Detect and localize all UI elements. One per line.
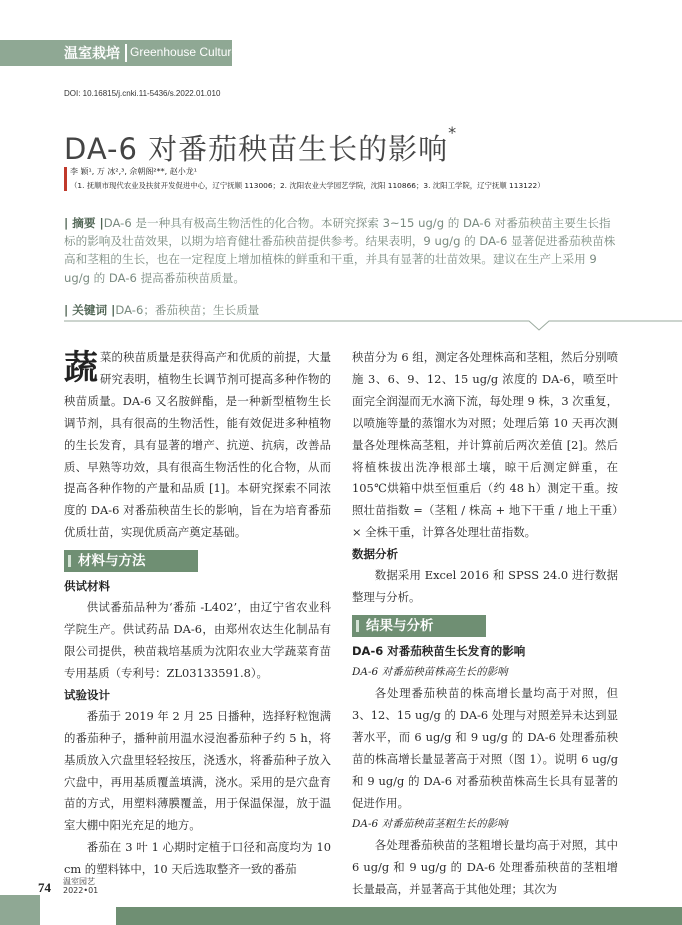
intro-paragraph: 蔬菜的秧苗质量是获得高产和优质的前提，大量研究表明，植物生长调节剂可提高多种作物的秧苗质量。DA-6 又名胺鲜酯，是一种新型植物生长调节剂，具有很高的生物活性，能有效促进多种植物的生长发育，具有显著的增产、抗逆、抗病，改善品质、早熟等功效，具有很高生物活性的化合物，从而提高各种作物的产量和品质 [1]。本研究探索不同浓度的 DA-6 对番茄秧苗生长的影响，旨在为培育番茄优质壮苗，实现优质高产奠定基础。 bbox=[64, 348, 331, 540]
journal-name: 温室园艺 2022•01 bbox=[63, 877, 99, 895]
section-heading-methods: 材料与方法 bbox=[64, 550, 198, 572]
right-column bbox=[352, 347, 618, 901]
stem-diameter-paragraph: 各处理番茄秧苗的茎粗增长量均高于对照，其中 6 ug/g 和 9 ug/g 的 DA-6 处理番茄秧苗的茎粗增长量最高，并显著高于其他处理；其次为 bbox=[352, 838, 618, 897]
title-footnote-mark: * bbox=[448, 123, 458, 142]
keywords-divider bbox=[64, 318, 682, 334]
article-title: DA-6 对番茄秧苗生长的影响* bbox=[64, 123, 458, 166]
design-paragraph: 番茄于 2019 年 2 月 25 日播种，选择籽粒饱满的番茄种子，播种前用温水浸泡番茄种子约 5 h，将基质放入穴盘里轻轻按压，浇透水，将番茄种子放入穴盘中，再用基质覆盖填满，浇水。采用的是穴盘育苗的方式，用塑料薄膜覆盖，用于保温保湿，放于温室大棚中阳光充足的地方。 bbox=[64, 708, 331, 833]
plant-height-paragraph: 各处理番茄秧苗的株高增长量均高于对照，但 3、12、15 ug/g 的 DA-6 处理与对照差异未达到显著水平，而 6 ug/g 和 9 ug/g 的 DA-6 处理番茄秧苗的株高增长量显著高于对照（图 1）。说明 6 ug/g 和 9 ug/g 的 DA-6 对番茄秧苗株高生长具有显著的促进作用。 bbox=[352, 685, 618, 810]
section-title-zh: 温室栽培 bbox=[64, 46, 120, 62]
footer-band-right bbox=[116, 907, 682, 925]
keywords-label: | 关键词 | bbox=[64, 303, 116, 317]
abstract-label: | 摘要 | bbox=[64, 216, 104, 230]
subheading-plant-height: DA-6 对番茄秧苗株高生长的影响 bbox=[352, 665, 508, 678]
subheading-data-analysis: 数据分析 bbox=[352, 547, 398, 562]
drop-cap: 蔬 bbox=[64, 348, 98, 388]
left-column bbox=[64, 347, 331, 881]
subheading-materials: 供试材料 bbox=[64, 579, 110, 594]
abstract-text: DA-6 是一种具有极高生物活性的化合物。本研究探索 3~15 ug/g 的 DA-6 对番茄秧苗主要生长指标的影响及壮苗效果，以期为培育健壮番茄秧苗提供参考。结果表明，9 ug/g 的 DA-6 显著促进番茄秧苗株高和茎粗的生长，也在一定程度上增加植株的鲜重和干重，并具有显著的壮苗效果。建议在生产上采用 9 ug/g 的 DA-6 提高番茄秧苗质量。 bbox=[64, 216, 616, 285]
affiliations: （1. 抚顺市现代农业及扶贫开发促进中心，辽宁抚顺 113006；2. 沈阳农业大学园艺学院，沈阳 110866；3. 沈阳工学院，辽宁抚顺 113122） bbox=[70, 181, 545, 190]
section-heading-results: 结果与分析 bbox=[352, 615, 486, 637]
keywords bbox=[64, 302, 259, 318]
doi[interactable]: DOI: 10.16815/j.cnki.11-5436/s.2022.01.010 bbox=[64, 89, 221, 98]
materials-paragraph: 供试番茄品种为‘番茄 -L402’，由辽宁省农业科学院生产。供试药品 DA-6，由郑州农达生化制品有限公司提供，秧苗栽培基质为沈阳农业大学蔬菜育苗专用基质（专利号：ZL03133591.8）。 bbox=[64, 600, 331, 680]
abstract bbox=[64, 214, 620, 287]
subheading-design: 试验设计 bbox=[64, 687, 110, 702]
authors-accent-bar bbox=[64, 167, 67, 191]
subheading-growth-effect: DA-6 对番茄秧苗生长发育的影响 bbox=[352, 643, 526, 658]
data-analysis-paragraph: 数据采用 Excel 2016 和 SPSS 24.0 进行数据整理与分析。 bbox=[352, 568, 618, 605]
subheading-stem-diameter: DA-6 对番茄秧苗茎粗生长的影响 bbox=[352, 818, 508, 831]
authors: 李 颖¹, 万 冰²,³, 佘朝阁²**, 赵小龙¹ bbox=[70, 167, 197, 176]
treatment-paragraph: 秧苗分为 6 组，测定各处理株高和茎粗，然后分别喷施 3、6、9、12、15 ug/g 浓度的 DA-6，喷至叶面完全润湿而无水滴下流，每处理 9 株，3 次重复，以喷施等量的蒸馏水为对照；处理后第 10 天再次测量各处理株高茎粗，并计算前后两次差值 [2]。然后将植株拔出洗净根部土壤，晾干后测定鲜重，在 105℃烘箱中烘至恒重后（约 48 h）测定干重。按照壮苗指数 =（茎粗 / 株高 + 地下干重 / 地上干重）× 全株干重，计算各处理壮苗指数。 bbox=[352, 350, 618, 540]
page-number: 74 bbox=[38, 880, 51, 895]
section-divider bbox=[125, 44, 127, 62]
keywords-text: DA-6；番茄秧苗；生长质量 bbox=[115, 303, 260, 317]
transplant-paragraph: 番茄在 3 叶 1 心期时定植于口径和高度均为 10 cm 的塑料钵中，10 天后选取整齐一致的番茄 bbox=[64, 840, 331, 877]
journal-issue: 2022•01 bbox=[63, 886, 99, 895]
section-title-en: Greenhouse Culture bbox=[130, 45, 239, 59]
footer-band-left bbox=[0, 895, 40, 925]
